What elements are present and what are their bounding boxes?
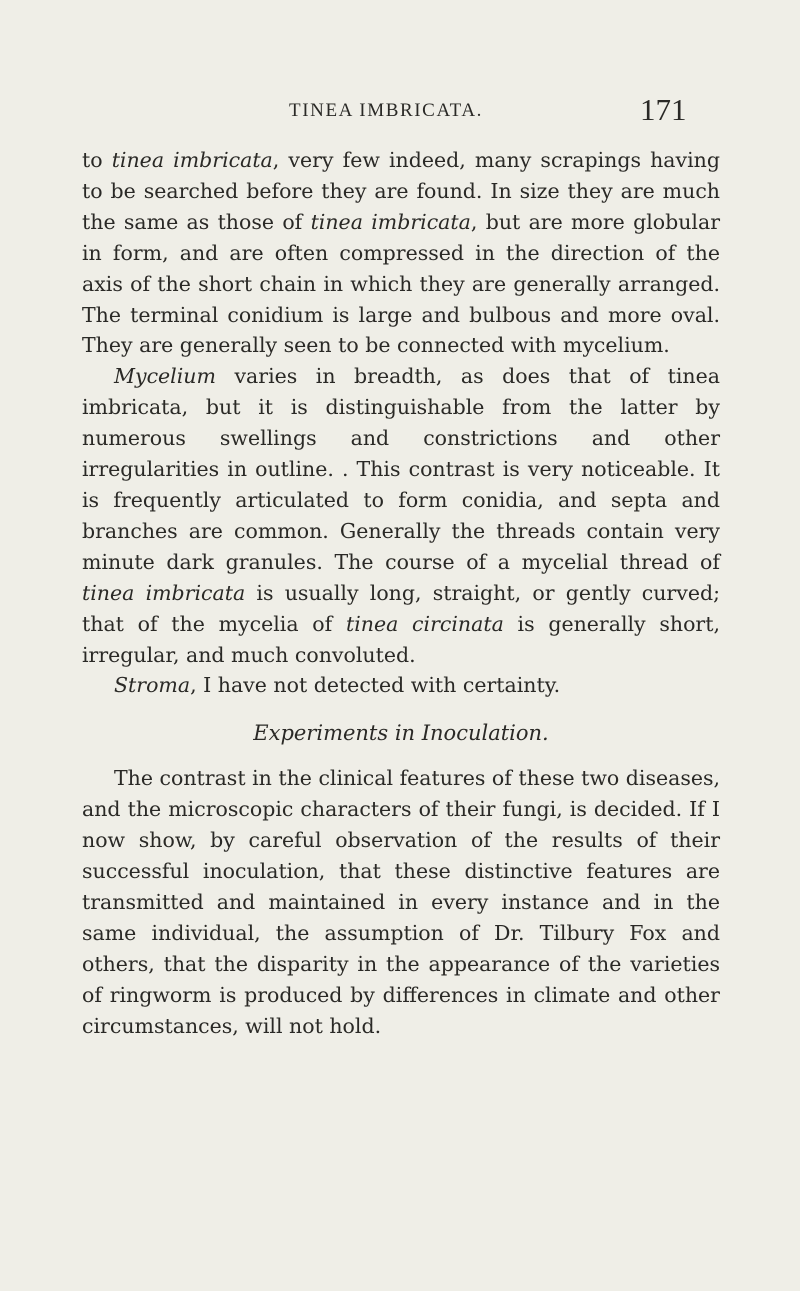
italic-term: Stroma [114,673,191,698]
text-run: , but are more globular in form, and are often compressed in the direction of the axis of the short chain in which they are generally arranged. The terminal conidium is large and bulbous and more oval. They are generally seen to be connected with mycelium. [82,209,720,358]
italic-term: tinea imbricata [111,148,273,172]
text-run: to [82,148,112,172]
paragraph-conidia-description [82,145,720,361]
paragraph-mycelium [82,361,720,670]
paragraph-inoculation: The contrast in the clinical features of these two diseases, and the microscopic characters of their fungi, is decided. If I now show, by careful observation of the results of their successful inoculation, that these distinctive features are transmitted and maintained in every instance and in the same individual, the assumption of Dr. Tilbury Fox and others, that the disparity in the appearance of the varieties of ringworm is produced by differences in climate and other circumstances, will not hold. [82,766,721,1038]
page-number: 171 [640,92,687,127]
italic-term: tinea imbricata [82,580,246,605]
page-body [82,145,720,1041]
text-run: is usually long, straight, or gently curved; that of the mycelia of [82,580,720,636]
text-run: varies in breadth, as does that of tinea imbricata, but it is distinguishable from the latter by numerous swellings and constrictions and other irregularities in outline. . This contrast is very noticeable. It is frequently articulated to form conidia, and septa and branches are common. Generally the threads contain very minute dark granules. The course of a mycelial thread of [82,364,720,574]
text-run: , I have not detected with certainty. [190,673,561,698]
running-title: TINEA IMBRICATA. [289,100,484,121]
italic-term: Mycelium [114,364,216,389]
text-run: is generally short, irregular, and much convoluted. [82,611,720,667]
section-heading: Experiments in Inoculation. [253,721,549,746]
italic-term: tinea circinata [345,611,504,636]
running-head [0,92,800,132]
paragraph-stroma [82,670,720,701]
text-run: , very few indeed, many scrapings having to be searched before they are found. In size they are much the same as those of [82,148,720,234]
italic-term: tinea imbricata [310,209,471,234]
